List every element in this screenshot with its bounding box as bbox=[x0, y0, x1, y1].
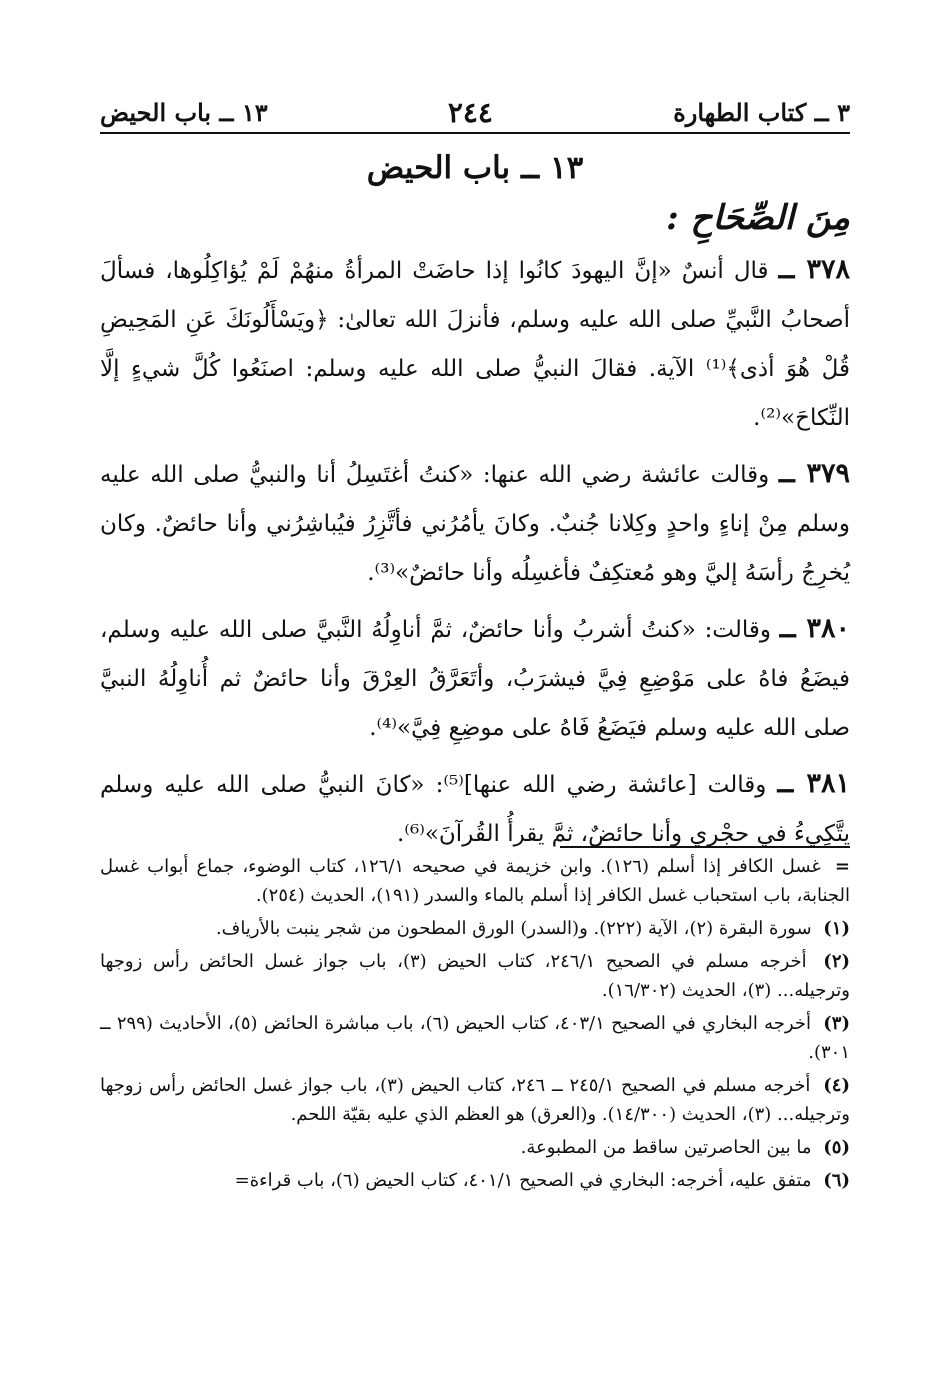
footnotes bbox=[100, 852, 850, 1199]
hadith-number: ٣٧٨ ــ bbox=[778, 254, 850, 285]
footnote-mark: = bbox=[834, 856, 850, 877]
footnote-5 bbox=[100, 1133, 850, 1162]
running-head-book: ٣ ــ كتاب الطهارة bbox=[673, 97, 850, 127]
footnote-3 bbox=[100, 1009, 850, 1067]
hadith-text: وقالت: «كنتُ أشربُ وأنا حائضٌ، ثمَّ أناوِلُهُ النَّبيَّ صلى الله عليه وسلم، فيضَعُ فاهُ على مَوْضِعِ فِيَّ فيشرَبُ، وأتَعَرَّقُ العِرْقَ وأنا حائضٌ ثم أُناوِلُهُ النبيَّ صلى الله عليه وسلم فيَضَعُ فَاهُ على موضِعِ فِيَّ»⁽⁴⁾. bbox=[100, 617, 850, 741]
hadith-number: ٣٨١ ــ bbox=[777, 768, 851, 799]
running-head-chapter: ١٣ ــ باب الحيض bbox=[100, 97, 268, 127]
hadith-380 bbox=[100, 604, 850, 753]
footnote-mark: (٤) bbox=[823, 1075, 850, 1096]
hadith-body bbox=[100, 245, 850, 865]
hadith-381 bbox=[100, 759, 850, 859]
page-number: ٢٤٤ bbox=[447, 95, 493, 129]
footnote-divider bbox=[560, 846, 850, 848]
hadith-378 bbox=[100, 245, 850, 443]
footnote-text: ما بين الحاصرتين ساقط من المطبوعة. bbox=[520, 1137, 812, 1158]
footnote-text: أخرجه مسلم في الصحيح ٢٤٥/١ ــ ٢٤٦، كتاب الحيض (٣)، باب جواز غسل الحائض رأس زوجها وترجيله... (٣)، الحديث (١٤/٣٠٠). و(العرق) هو العظم الذي عليه بقيّة اللحم. bbox=[100, 1075, 850, 1125]
chapter-title: ١٣ ــ باب الحيض bbox=[366, 150, 584, 186]
hadith-text: قال أنسٌ «إنَّ اليهودَ كانُوا إذا حاضَتْ المرأةُ منهُمْ لَمْ يُؤاكِلُوها، فسألَ أصحابُ النَّبيِّ صلى الله عليه وسلم، فأنزلَ الله تعالىٰ: ﴿ويَسْأَلُونَكَ عَنِ المَحِيضِ قُلْ هُوَ أذى﴾⁽¹⁾ الآية. فقالَ النبيُّ صلى الله عليه وسلم: اصنَعُوا كُلَّ شيءٍ إلَّا النِّكاحَ»⁽²⁾. bbox=[100, 258, 850, 431]
footnote-mark: (٥) bbox=[823, 1137, 850, 1158]
footnote-6 bbox=[100, 1166, 850, 1195]
hadith-text: وقالت عائشة رضي الله عنها: «كنتُ أغتَسِلُ أنا والنبيُّ صلى الله عليه وسلم مِنْ إناءٍ واحدٍ وكِلانا جُنبٌ. وكانَ يأمُرُني فأتَّزِرُ فيُباشِرُني وأنا حائضٌ. وكان يُخرِجُ رأسَهُ إليَّ وهو مُعتكِفٌ فأغسِلُه وأنا حائضٌ»⁽³⁾. bbox=[100, 462, 850, 586]
footnote-text: سورة البقرة (٢)، الآية (٢٢٢). و(السدر) الورق المطحون من شجر ينبت بالأرياف. bbox=[215, 918, 812, 939]
footnote-2 bbox=[100, 947, 850, 1005]
footnote-text: متفق عليه، أخرجه: البخاري في الصحيح ٤٠١/١، كتاب الحيض (٦)، باب قراءة= bbox=[234, 1170, 812, 1191]
footnote-mark: (٦) bbox=[823, 1170, 850, 1191]
hadith-number: ٣٧٩ ــ bbox=[778, 458, 850, 489]
footnote-mark: (٢) bbox=[823, 951, 851, 972]
hadith-379 bbox=[100, 449, 850, 598]
footnote-mark: (٣) bbox=[823, 1013, 850, 1034]
footnote-text: أخرجه مسلم في الصحيح ٢٤٦/١، كتاب الحيض (٣)، باب جواز غسل الحائض رأس زوجها وترجيله... (٣)، الحديث (١٦/٣٠٢). bbox=[100, 951, 850, 1001]
footnote-mark: (١) bbox=[823, 918, 850, 939]
hadith-text: وقالت [عائشة رضي الله عنها]⁽⁵⁾: «كانَ النبيُّ صلى الله عليه وسلم يتَّكِيءُ في حجْري وأنا حائضٌ، ثمَّ يقرأُ القُرآنَ»⁽⁶⁾. bbox=[100, 772, 850, 847]
section-label: مِنَ الصِّحَاحِ : bbox=[666, 198, 850, 238]
footnote-4 bbox=[100, 1071, 850, 1129]
footnote-1 bbox=[100, 914, 850, 943]
footnote-text: غسل الكافر إذا أسلم (١٢٦). وابن خزيمة في صحيحه ١٢٦/١، كتاب الوضوء، جماع أبواب غسل الجنابة، باب استحباب غسل الكافر إذا أسلم بالماء والسدر (١٩١)، الحديث (٢٥٤). bbox=[100, 856, 850, 906]
running-head bbox=[100, 92, 850, 134]
footnote-continued bbox=[100, 852, 850, 910]
footnote-text: أخرجه البخاري في الصحيح ٤٠٣/١، كتاب الحيض (٦)، باب مباشرة الحائض (٥)، الأحاديث (٢٩٩ ــ ٣٠١). bbox=[100, 1013, 850, 1063]
hadith-number: ٣٨٠ ــ bbox=[779, 613, 850, 644]
